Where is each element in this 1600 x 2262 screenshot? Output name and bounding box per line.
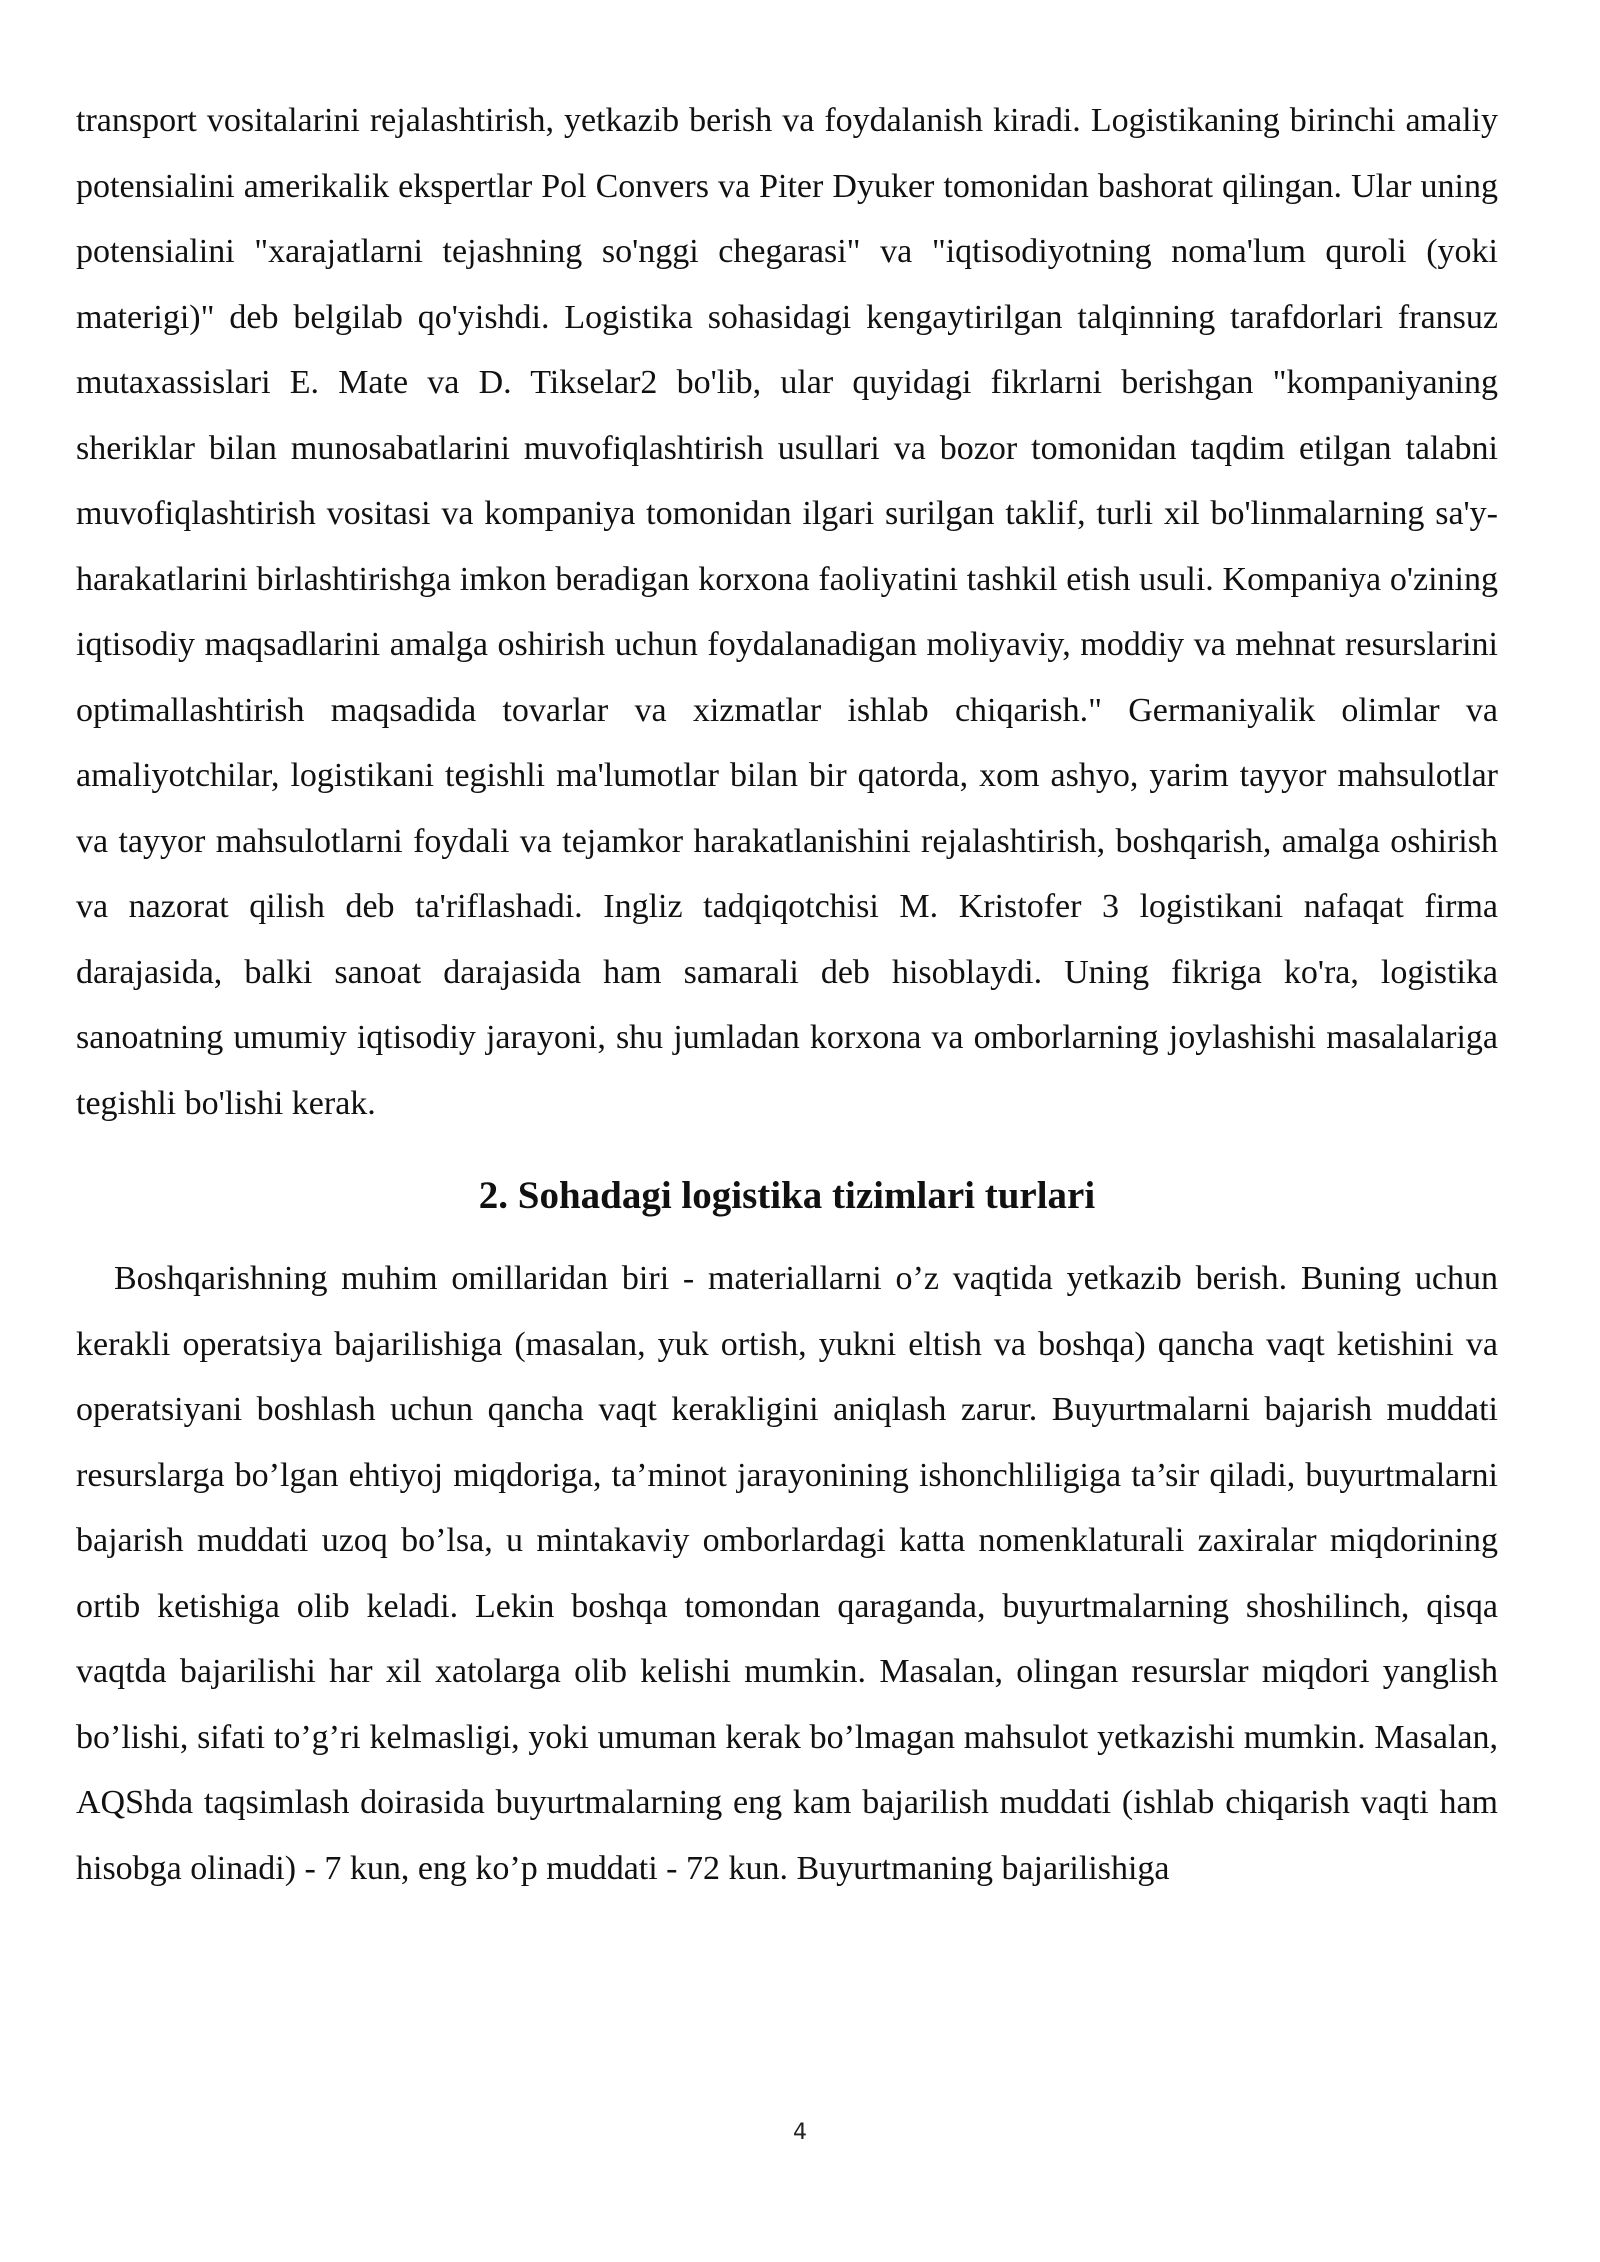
body-paragraph-1: transport vositalarini rejalashtirish, yetkazib berish va foydalanish kiradi. Logistikaning birinchi amaliy potensialini amerikalik ekspertlar Pol Convers va Piter Dyuker tomonidan bashorat qilingan. Ular uning potensialini "xarajatlarni tejashning so'nggi chegarasi" va "iqtisodiyotning noma'lum quroli (yoki materigi)" deb belgilab qo'yishdi. Logistika sohasidagi kengaytirilgan talqinning tarafdorlari fransuz mutaxassislari E. Mate va D. Tikselar2 bo'lib, ular quyidagi fikrlarni berishgan "kompaniyaning sheriklar bilan munosabatlarini muvofiqlashtirish usullari va bozor tomonidan taqdim etilgan talabni muvofiqlashtirish vositasi va kompaniya tomonidan ilgari surilgan taklif, turli xil bo'linmalarning sa'y-harakatlarini birlashtirishga imkon beradigan korxona faoliyatini tashkil etish usuli. Kompaniya o'zining iqtisodiy maqsadlarini amalga oshirish uchun foydalanadigan moliyaviy, moddiy va mehnat resurslarini optimallashtirish maqsadida tovarlar va xizmatlar ishlab chiqarish." Germaniyalik olimlar va amaliyotchilar, logistikani tegishli ma'lumotlar bilan bir qatorda, xom ashyo, yarim tayyor mahsulotlar va tayyor mahsulotlarni foydali va tejamkor harakatlanishini rejalashtirish, boshqarish, amalga oshirish va nazorat qilish deb ta'riflashadi. Ingliz tadqiqotchisi M. Kristofer 3 logistikani nafaqat firma darajasida, balki sanoat darajasida ham samarali deb hisoblaydi. Uning fikriga ko'ra, logistika sanoatning umumiy iqtisodiy jarayoni, shu jumladan korxona va omborlarning joylashishi masalalariga tegishli bo'lishi kerak.: [76, 102, 1498, 1122]
body-paragraph-2: Boshqarishning muhim omillaridan biri - materiallarni o’z vaqtida yetkazib berish. Buning uchun kerakli operatsiya bajarilishiga (masalan, yuk ortish, yukni eltish va boshqa) qancha vaqt ketishini va operatsiyani boshlash uchun qancha vaqt kerakligini aniqlash zarur. Buyurtmalarni bajarish muddati resurslarga bo’lgan ehtiyoj miqdoriga, ta’minot jarayonining ishonchliligiga ta’sir qiladi, buyurtmalarni bajarish muddati uzoq bo’lsa, u mintakaviy omborlardagi katta nomenklaturali zaxiralar miqdorining ortib ketishiga olib keladi. Lekin boshqa tomondan qaraganda, buyurtmalarning shoshilinch, qisqa vaqtda bajarilishi har xil xatolarga olib kelishi mumkin. Masalan, olingan resurslar miqdori yanglish bo’lishi, sifati to’g’ri kelmasligi, yoki umuman kerak bo’lmagan mahsulot yetkazishi mumkin. Masalan, AQShda taqsimlash doirasida buyurtmalarning eng kam bajarilish muddati (ishlab chiqarish vaqti ham hisobga olinadi) - 7 kun, eng ko’p muddati - 72 kun. Buyurtmaning bajarilishiga: [76, 1260, 1498, 1887]
page-number: 4: [793, 2120, 807, 2145]
document-page: [76, 88, 1498, 1901]
section-heading: 2. Sohadagi logistika tizimlari turlari: [478, 1174, 1096, 1217]
